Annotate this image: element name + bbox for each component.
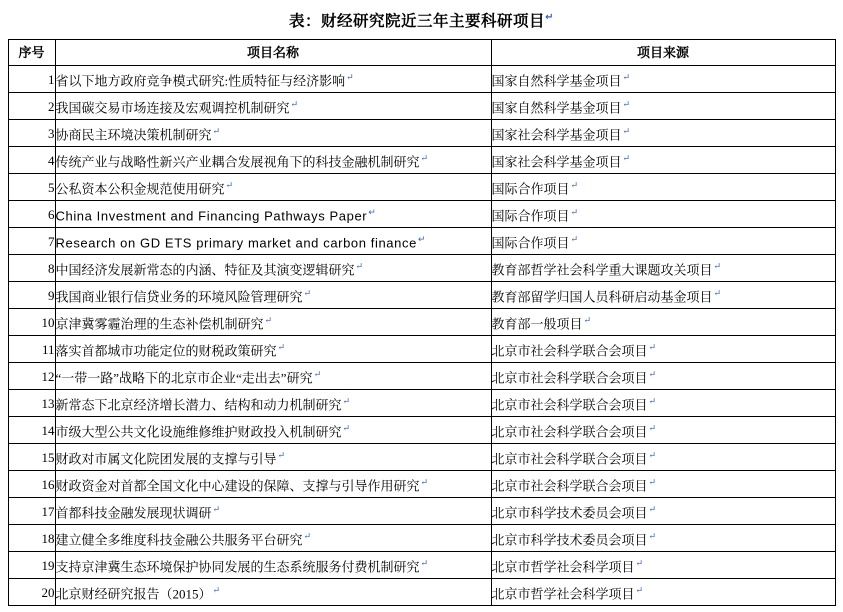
page-title	[0, 8, 843, 32]
paragraph-mark-icon: ↵	[570, 206, 579, 217]
table-row	[8, 174, 835, 201]
paragraph-mark-icon: ↵	[264, 314, 273, 325]
cell-project-name: 首都科技金融发展现状调研↵	[55, 498, 491, 525]
paragraph-mark-icon: ↵	[648, 503, 657, 514]
cell-project-name: 北京财经研究报告（2015）↵	[55, 579, 491, 606]
paragraph-mark-icon: ↵	[212, 584, 221, 595]
paragraph-mark-icon: ↵	[545, 12, 554, 23]
cell-no: 10	[8, 309, 55, 336]
paragraph-mark-icon: ↵	[212, 125, 221, 136]
paragraph-mark-icon: ↵	[225, 179, 234, 190]
paragraph-mark-icon: ↵	[342, 422, 351, 433]
table-row	[8, 66, 835, 93]
table-row	[8, 336, 835, 363]
paragraph-mark-icon: ↵	[622, 152, 631, 163]
cell-project-name: China Investment and Financing Pathways Paper↵	[55, 201, 491, 228]
document-page	[0, 8, 843, 612]
paragraph-mark-icon: ↵	[417, 233, 427, 244]
cell-no: 14	[8, 417, 55, 444]
paragraph-mark-icon: ↵	[570, 179, 579, 190]
table-row	[8, 147, 835, 174]
cell-project-name: 京津冀雾霾治理的生态补偿机制研究↵	[55, 309, 491, 336]
paragraph-mark-icon: ↵	[648, 476, 657, 487]
cell-no: 1	[8, 66, 55, 93]
cell-no: 11	[8, 336, 55, 363]
cell-no: 15	[8, 444, 55, 471]
cell-no: 17	[8, 498, 55, 525]
cell-project-source: 北京市社会科学联合会项目↵	[491, 471, 835, 498]
table-row	[8, 444, 835, 471]
paragraph-mark-icon: ↵	[648, 530, 657, 541]
paragraph-mark-icon: ↵	[313, 368, 322, 379]
cell-no: 3	[8, 120, 55, 147]
table-header	[8, 40, 835, 66]
cell-project-source: 北京市社会科学联合会项目↵	[491, 390, 835, 417]
cell-project-name: 我国商业银行信贷业务的环境风险管理研究↵	[55, 282, 491, 309]
cell-project-source: 北京市哲学社会科学项目↵	[491, 552, 835, 579]
paragraph-mark-icon: ↵	[420, 557, 429, 568]
paragraph-mark-icon: ↵	[648, 395, 657, 406]
paragraph-mark-icon: ↵	[583, 314, 592, 325]
paragraph-mark-icon: ↵	[622, 125, 631, 136]
paragraph-mark-icon: ↵	[713, 287, 722, 298]
cell-project-source: 国家自然科学基金项目↵	[491, 93, 835, 120]
cell-project-source: 国际合作项目↵	[491, 174, 835, 201]
cell-project-source: 国家社会科学基金项目↵	[491, 120, 835, 147]
table-row	[8, 120, 835, 147]
table-row	[8, 228, 835, 255]
paragraph-mark-icon: ↵	[622, 98, 631, 109]
paragraph-mark-icon: ↵	[648, 368, 657, 379]
table-row	[8, 255, 835, 282]
table-row	[8, 363, 835, 390]
column-header-name: 项目名称	[55, 40, 491, 66]
paragraph-mark-icon: ↵	[635, 557, 644, 568]
table-header-row	[8, 40, 835, 66]
paragraph-mark-icon: ↵	[570, 233, 579, 244]
column-header-source: 项目来源	[491, 40, 835, 66]
table-row	[8, 282, 835, 309]
cell-project-name: 市级大型公共文化设施维修维护财政投入机制研究↵	[55, 417, 491, 444]
cell-no: 6	[8, 201, 55, 228]
table-row	[8, 552, 835, 579]
cell-no: 2	[8, 93, 55, 120]
cell-project-source: 国际合作项目↵	[491, 201, 835, 228]
cell-project-source: 教育部一般项目↵	[491, 309, 835, 336]
paragraph-mark-icon: ↵	[277, 449, 286, 460]
paragraph-mark-icon: ↵	[212, 503, 221, 514]
cell-project-source: 国家社会科学基金项目↵	[491, 147, 835, 174]
table-row	[8, 471, 835, 498]
cell-project-source: 北京市社会科学联合会项目↵	[491, 417, 835, 444]
table-row	[8, 390, 835, 417]
paragraph-mark-icon: ↵	[622, 71, 631, 82]
cell-project-name: 公私资本公积金规范使用研究↵	[55, 174, 491, 201]
paragraph-mark-icon: ↵	[277, 341, 286, 352]
cell-project-source: 北京市社会科学联合会项目↵	[491, 444, 835, 471]
cell-project-source: 北京市科学技术委员会项目↵	[491, 525, 835, 552]
cell-no: 13	[8, 390, 55, 417]
cell-no: 16	[8, 471, 55, 498]
cell-no: 4	[8, 147, 55, 174]
cell-no: 20	[8, 579, 55, 606]
cell-project-name: 新常态下北京经济增长潜力、结构和动力机制研究↵	[55, 390, 491, 417]
cell-no: 9	[8, 282, 55, 309]
paragraph-mark-icon: ↵	[342, 395, 351, 406]
cell-project-source: 北京市科学技术委员会项目↵	[491, 498, 835, 525]
cell-no: 12	[8, 363, 55, 390]
cell-no: 8	[8, 255, 55, 282]
paragraph-mark-icon: ↵	[346, 71, 354, 82]
paragraph-mark-icon: ↵	[290, 98, 299, 109]
paragraph-mark-icon: ↵	[303, 287, 312, 298]
cell-project-source: 国际合作项目↵	[491, 228, 835, 255]
cell-no: 18	[8, 525, 55, 552]
cell-project-name: 协商民主环境决策机制研究↵	[55, 120, 491, 147]
table-row	[8, 309, 835, 336]
table-body	[8, 66, 835, 606]
paragraph-mark-icon: ↵	[713, 260, 722, 271]
paragraph-mark-icon: ↵	[368, 206, 377, 217]
paragraph-mark-icon: ↵	[648, 341, 657, 352]
paragraph-mark-icon: ↵	[648, 422, 657, 433]
table-row	[8, 93, 835, 120]
paragraph-mark-icon: ↵	[420, 476, 429, 487]
cell-project-name: 传统产业与战略性新兴产业耦合发展视角下的科技金融机制研究↵	[55, 147, 491, 174]
paragraph-mark-icon: ↵	[635, 584, 644, 595]
cell-no: 7	[8, 228, 55, 255]
research-projects-table	[8, 39, 836, 606]
cell-project-source: 教育部留学归国人员科研启动基金项目↵	[491, 282, 835, 309]
column-header-no: 序号	[8, 40, 55, 66]
cell-project-source: 北京市哲学社会科学项目↵	[491, 579, 835, 606]
cell-project-name: 建立健全多维度科技金融公共服务平台研究↵	[55, 525, 491, 552]
cell-project-source: 北京市社会科学联合会项目↵	[491, 363, 835, 390]
paragraph-mark-icon: ↵	[420, 152, 429, 163]
cell-project-name: 支持京津冀生态环境保护协同发展的生态系统服务付费机制研究↵	[55, 552, 491, 579]
cell-project-source: 北京市社会科学联合会项目↵	[491, 336, 835, 363]
cell-project-name: 省以下地方政府竞争模式研究:性质特征与经济影响↵	[55, 66, 491, 93]
table-row	[8, 201, 835, 228]
cell-project-name: 财政资金对首都全国文化中心建设的保障、支撑与引导作用研究↵	[55, 471, 491, 498]
cell-project-source: 国家自然科学基金项目↵	[491, 66, 835, 93]
cell-no: 19	[8, 552, 55, 579]
table-row	[8, 498, 835, 525]
table-row	[8, 525, 835, 552]
cell-project-name: 我国碳交易市场连接及宏观调控机制研究↵	[55, 93, 491, 120]
paragraph-mark-icon: ↵	[648, 449, 657, 460]
cell-project-name: 中国经济发展新常态的内涵、特征及其演变逻辑研究↵	[55, 255, 491, 282]
paragraph-mark-icon: ↵	[303, 530, 312, 541]
cell-no: 5	[8, 174, 55, 201]
cell-project-name: “一带一路”战略下的北京市企业“走出去”研究↵	[55, 363, 491, 390]
cell-project-source: 教育部哲学社会科学重大课题攻关项目↵	[491, 255, 835, 282]
paragraph-mark-icon: ↵	[355, 260, 364, 271]
table-row	[8, 417, 835, 444]
cell-project-name: 落实首都城市功能定位的财税政策研究↵	[55, 336, 491, 363]
table-row	[8, 579, 835, 606]
page-title-text: 表：财经研究院近三年主要科研项目	[289, 13, 546, 31]
cell-project-name: 财政对市属文化院团发展的支撑与引导↵	[55, 444, 491, 471]
cell-project-name: Research on GD ETS primary market and carbon finance↵	[55, 228, 491, 255]
